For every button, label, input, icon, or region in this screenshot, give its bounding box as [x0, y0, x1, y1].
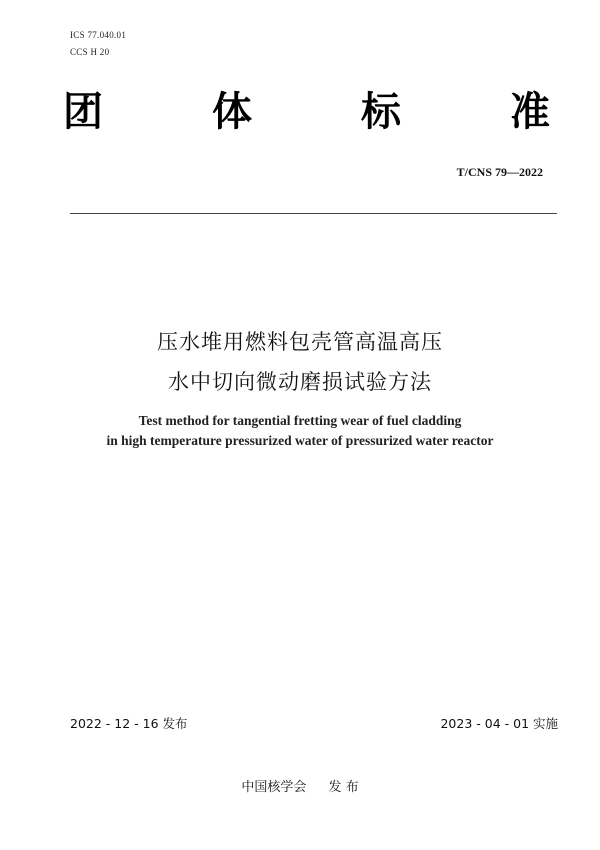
standard-type-char-1: 团 [63, 89, 103, 135]
header-divider [70, 213, 557, 214]
title-zh-line-2: 水中切向微动磨损试验方法 [168, 370, 432, 394]
issue-date: 2022 - 12 - 16 发布 [70, 716, 188, 731]
implementation-date: 2023 - 04 - 01 实施 [440, 716, 558, 731]
ccs-code: CCS H 20 [70, 47, 110, 57]
standard-number: T/CNS 79—2022 [456, 165, 543, 179]
title-en-line-2: in high temperature pressurized water of pressurized water reactor [106, 433, 494, 448]
title-en-line-1: Test method for tangential fretting wear of fuel cladding [138, 413, 462, 428]
publisher-action: 发 布 [328, 780, 359, 795]
ics-code: ICS 77.040.01 [70, 30, 127, 40]
standard-type-char-4: 准 [510, 89, 550, 135]
standard-type-char-3: 标 [361, 89, 401, 135]
publisher-name: 中国核学会 [241, 780, 307, 795]
publisher-line [0, 776, 600, 795]
standard-type-char-2: 体 [212, 89, 252, 135]
title-zh-line-1: 压水堆用燃料包壳管高温高压 [157, 330, 443, 354]
